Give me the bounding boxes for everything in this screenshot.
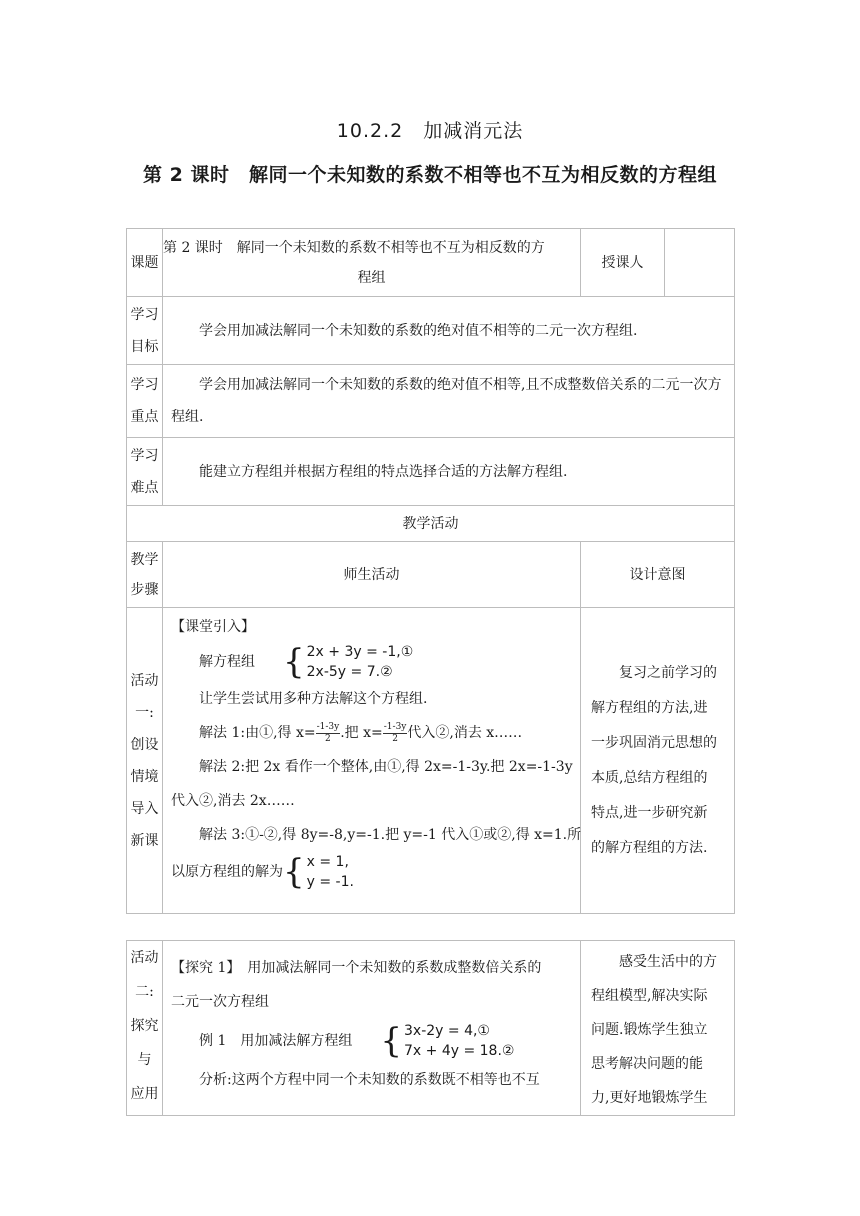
analysis-line: 分析:这两个方程中同一个未知数的系数既不相等也不互	[199, 1072, 540, 1088]
goal-label	[127, 297, 163, 365]
act2-label-line: 活动	[130, 950, 159, 966]
method-2-line-2: 代入②,消去 2x……	[171, 793, 295, 809]
example-equations	[404, 1021, 514, 1061]
topic-line-2: 程组	[357, 269, 386, 286]
topic-cell	[163, 229, 581, 297]
method-1	[171, 716, 572, 750]
step-label-1: 教学	[130, 551, 159, 568]
solution-y: y = -1.	[306, 874, 354, 890]
key-label-1: 学习	[130, 377, 159, 393]
act2-label-line: 二:	[135, 984, 154, 1000]
activity-2-table	[126, 940, 735, 1116]
goal-text: 学会用加减法解同一个未知数的系数的绝对值不相等的二元一次方程组.	[163, 297, 735, 365]
method-1-part-b: .把 x=	[340, 725, 383, 741]
act2-label-line: 应用	[130, 1086, 159, 1102]
topic-label: 课题	[127, 229, 163, 297]
act1-label-line: 情境	[130, 768, 159, 785]
method-3-line-1: 解法 3:①-②,得 8y=-8,y=-1.把 y=-1 代入①或②,得 x=1.所	[199, 827, 582, 843]
difficulty-label	[127, 438, 163, 506]
act1-label-line: 新课	[130, 832, 159, 849]
activity-2-label	[127, 941, 163, 1116]
example-equation-2: 7x + 4y = 18.②	[404, 1043, 515, 1059]
solution-line	[171, 852, 572, 892]
classroom-intro-heading: 【课堂引入】	[171, 619, 255, 635]
example-1	[171, 1019, 572, 1063]
intent-line: 问题.锻炼学生独立	[591, 1022, 708, 1038]
equation-2: 2x-5y = 7.②	[306, 664, 393, 680]
intent-line: 特点,进一步研究新	[591, 804, 708, 821]
lesson-plan-table	[126, 228, 735, 914]
teacher-student-header: 师生活动	[163, 542, 581, 608]
intent-line: 的解方程组的方法.	[591, 839, 708, 856]
intent-line: 复习之前学习的	[619, 664, 717, 681]
intent-line: 解方程组的方法,进	[591, 699, 708, 716]
fraction-numerator: -1-3y	[383, 721, 407, 732]
activity-1-label	[127, 608, 163, 914]
example-equation-1: 3x-2y = 4,①	[404, 1023, 490, 1039]
brace-icon: {	[283, 852, 305, 892]
solve-prefix: 解方程组	[199, 654, 255, 670]
fraction-denominator: 2	[325, 733, 331, 744]
key-text: 学会用加减法解同一个未知数的系数的绝对值不相等,且不成整数倍关系的二元一次方程组.	[163, 365, 735, 438]
difficulty-label-2: 难点	[130, 479, 159, 496]
activity-1-intent	[581, 608, 735, 914]
activity-2-content	[163, 941, 581, 1116]
intent-line: 一步巩固消元思想的	[591, 734, 717, 751]
example-prefix: 例 1 用加减法解方程组	[199, 1033, 353, 1049]
solution-x: x = 1,	[306, 854, 349, 870]
act2-label-line: 与	[137, 1052, 152, 1068]
intent-line: 感受生活中的方	[619, 954, 717, 970]
difficulty-text: 能建立方程组并根据方程组的特点选择合适的方法解方程组.	[163, 438, 735, 506]
equation-lines	[307, 642, 414, 682]
fraction	[316, 722, 341, 745]
fraction-numerator: -1-3y	[316, 721, 340, 732]
intent-line: 本质,总结方程组的	[591, 769, 708, 786]
section-title: 10.2.2 加减消元法	[336, 120, 524, 142]
act1-label-line: 活动	[130, 672, 159, 689]
goal-label-1: 学习	[130, 306, 159, 323]
act1-label-line: 导入	[130, 800, 159, 817]
difficulty-label-1: 学习	[130, 447, 159, 464]
key-label-2: 重点	[130, 409, 159, 425]
activity-header: 教学活动	[127, 506, 735, 542]
teacher-label: 授课人	[581, 229, 665, 297]
brace-icon: {	[283, 642, 305, 682]
method-2-line-1: 解法 2:把 2x 看作一个整体,由①,得 2x=-1-3y.把 2x=-1-3y	[199, 759, 573, 775]
topic-line-1: 第 2 课时 解同一个未知数的系数不相等也不互为相反数的方	[163, 239, 545, 256]
act2-label-line: 探究	[130, 1018, 159, 1034]
explore-1-line-2: 二元一次方程组	[171, 994, 269, 1010]
equation-system-1	[171, 642, 572, 682]
lesson-subtitle: 第 2 课时 解同一个未知数的系数不相等也不互为相反数的方程组	[143, 164, 717, 186]
try-methods: 让学生尝试用多种方法解这个方程组.	[199, 691, 428, 707]
activity-2-intent	[581, 941, 735, 1116]
explore-1-line-1: 【探究 1】 用加减法解同一个未知数的系数成整数倍关系的	[171, 960, 542, 976]
equation-1: 2x + 3y = -1,①	[306, 644, 414, 660]
solution-lines	[307, 852, 354, 892]
brace-icon: {	[380, 1021, 402, 1061]
goal-label-2: 目标	[130, 338, 159, 355]
act1-label-line: 一:	[135, 704, 154, 721]
fraction	[383, 722, 408, 745]
intent-line: 程组模型,解决实际	[591, 988, 708, 1004]
step-label-2: 步骤	[130, 581, 159, 598]
solution-prefix: 以原方程组的解为	[171, 864, 283, 880]
key-label	[127, 365, 163, 438]
teacher-value[interactable]	[665, 229, 735, 297]
intent-line: 力,更好地锻炼学生	[591, 1090, 708, 1106]
method-1-part-c: 代入②,消去 x……	[407, 725, 523, 741]
activity-1-content	[163, 608, 581, 914]
fraction-denominator: 2	[392, 733, 398, 744]
method-1-part-a: 解法 1:由①,得 x=	[199, 725, 316, 741]
intent-line: 思考解决问题的能	[591, 1056, 703, 1072]
step-label	[127, 542, 163, 608]
design-intent-header: 设计意图	[581, 542, 735, 608]
act1-label-line: 创设	[130, 736, 159, 753]
